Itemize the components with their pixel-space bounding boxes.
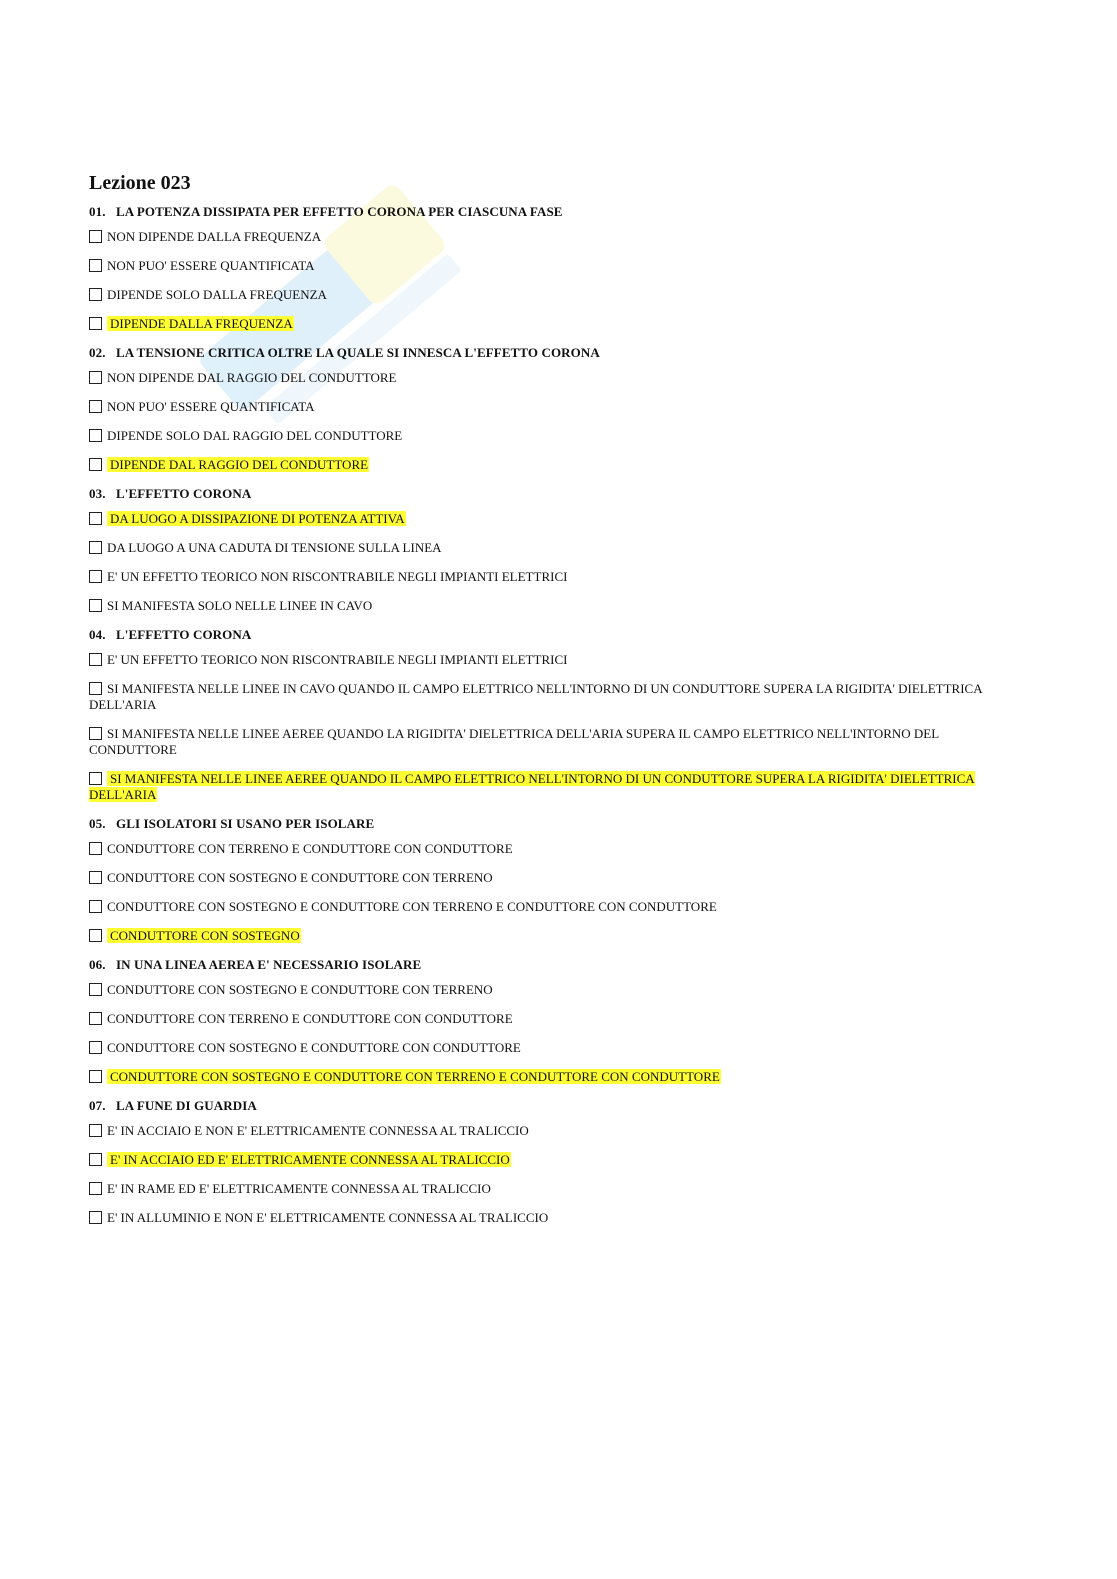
checkbox[interactable] (89, 1182, 102, 1195)
answer-option[interactable] (89, 1011, 1029, 1027)
answer-text: DIPENDE SOLO DALLA FREQUENZA (107, 287, 327, 302)
answer-text: CONDUTTORE CON SOSTEGNO E CONDUTTORE CON TERRENO (107, 982, 493, 997)
answer-text: CONDUTTORE CON SOSTEGNO E CONDUTTORE CON TERRENO E CONDUTTORE CON CONDUTTORE (107, 1069, 721, 1084)
question-heading (89, 627, 1029, 643)
answer-option[interactable] (89, 870, 1029, 886)
checkbox[interactable] (89, 929, 102, 942)
answer-option[interactable] (89, 540, 1029, 556)
checkbox[interactable] (89, 1124, 102, 1137)
question-heading (89, 957, 1029, 973)
answer-text: E' UN EFFETTO TEORICO NON RISCONTRABILE NEGLI IMPIANTI ELETTRICI (107, 652, 568, 667)
answer-option[interactable] (89, 982, 1029, 998)
answer-text: CONDUTTORE CON TERRENO E CONDUTTORE CON CONDUTTORE (107, 1011, 513, 1026)
question-heading (89, 486, 1029, 502)
answer-option[interactable] (89, 569, 1029, 585)
answer-text: SI MANIFESTA SOLO NELLE LINEE IN CAVO (107, 598, 373, 613)
checkbox[interactable] (89, 1211, 102, 1224)
question-text: LA FUNE DI GUARDIA (116, 1098, 257, 1113)
question-text: IN UNA LINEA AEREA E' NECESSARIO ISOLARE (116, 957, 422, 972)
question-block (89, 345, 1029, 473)
answer-text: NON PUO' ESSERE QUANTIFICATA (107, 399, 315, 414)
answer-text: CONDUTTORE CON SOSTEGNO (107, 928, 301, 943)
question-heading (89, 345, 1029, 361)
answer-text: SI MANIFESTA NELLE LINEE AEREE QUANDO LA RIGIDITA' DIELETTRICA DELL'ARIA SUPERA IL CAMPO ELETTRICO NELL'INTORNO DEL CONDUTTORE (89, 726, 939, 757)
answer-text: CONDUTTORE CON SOSTEGNO E CONDUTTORE CON TERRENO (107, 870, 493, 885)
question-number: 06. (89, 957, 106, 972)
question-heading (89, 1098, 1029, 1114)
checkbox[interactable] (89, 1012, 102, 1025)
question-number: 01. (89, 204, 106, 219)
checkbox[interactable] (89, 259, 102, 272)
question-number: 07. (89, 1098, 106, 1113)
answer-text: E' IN ALLUMINIO E NON E' ELETTRICAMENTE CONNESSA AL TRALICCIO (107, 1210, 549, 1225)
checkbox[interactable] (89, 983, 102, 996)
answer-option[interactable] (89, 1181, 1029, 1197)
question-block (89, 204, 1029, 332)
answer-option[interactable] (89, 1123, 1029, 1139)
answer-option[interactable] (89, 1210, 1029, 1226)
question-text: LA TENSIONE CRITICA OLTRE LA QUALE SI INNESCA L'EFFETTO CORONA (116, 345, 600, 360)
answer-option[interactable] (89, 598, 1029, 614)
question-number: 05. (89, 816, 106, 831)
answer-option[interactable] (89, 258, 1029, 274)
answer-text: NON DIPENDE DAL RAGGIO DEL CONDUTTORE (107, 370, 397, 385)
question-number: 04. (89, 627, 106, 642)
answer-option[interactable] (89, 287, 1029, 303)
answer-text: E' UN EFFETTO TEORICO NON RISCONTRABILE NEGLI IMPIANTI ELETTRICI (107, 569, 568, 584)
question-heading (89, 204, 1029, 220)
answer-text: DA LUOGO A DISSIPAZIONE DI POTENZA ATTIVA (107, 511, 406, 526)
question-text: GLI ISOLATORI SI USANO PER ISOLARE (116, 816, 375, 831)
answer-text: NON DIPENDE DALLA FREQUENZA (107, 229, 322, 244)
answer-option-correct[interactable] (89, 1152, 1029, 1168)
answer-option[interactable] (89, 229, 1029, 245)
answer-option[interactable] (89, 899, 1029, 915)
answer-text: CONDUTTORE CON SOSTEGNO E CONDUTTORE CON CONDUTTORE (107, 1040, 521, 1055)
checkbox[interactable] (89, 429, 102, 442)
answer-text: E' IN ACCIAIO E NON E' ELETTRICAMENTE CONNESSA AL TRALICCIO (107, 1123, 529, 1138)
question-text: L'EFFETTO CORONA (116, 486, 252, 501)
checkbox[interactable] (89, 541, 102, 554)
question-number: 03. (89, 486, 106, 501)
answer-option[interactable] (89, 428, 1029, 444)
question-block (89, 486, 1029, 614)
checkbox[interactable] (89, 842, 102, 855)
question-heading (89, 816, 1029, 832)
checkbox[interactable] (89, 1153, 102, 1166)
question-list (89, 204, 1029, 1226)
question-block (89, 816, 1029, 944)
checkbox[interactable] (89, 727, 102, 740)
answer-text: SI MANIFESTA NELLE LINEE AEREE QUANDO IL CAMPO ELETTRICO NELL'INTORNO DI UN CONDUTTORE SUPERA LA RIGIDITA' DIELETTRICA DELL'ARIA (89, 771, 975, 802)
answer-option-correct[interactable] (89, 928, 1029, 944)
checkbox[interactable] (89, 1041, 102, 1054)
checkbox[interactable] (89, 512, 102, 525)
checkbox[interactable] (89, 570, 102, 583)
checkbox[interactable] (89, 871, 102, 884)
answer-text: DIPENDE SOLO DAL RAGGIO DEL CONDUTTORE (107, 428, 403, 443)
answer-text: CONDUTTORE CON TERRENO E CONDUTTORE CON CONDUTTORE (107, 841, 513, 856)
answer-option-correct[interactable] (89, 316, 1029, 332)
answer-text: E' IN ACCIAIO ED E' ELETTRICAMENTE CONNESSA AL TRALICCIO (107, 1152, 511, 1167)
checkbox[interactable] (89, 653, 102, 666)
checkbox[interactable] (89, 599, 102, 612)
answer-option[interactable] (89, 841, 1029, 857)
answer-text: DA LUOGO A UNA CADUTA DI TENSIONE SULLA LINEA (107, 540, 442, 555)
checkbox[interactable] (89, 371, 102, 384)
checkbox[interactable] (89, 400, 102, 413)
answer-option[interactable] (89, 681, 1029, 713)
checkbox[interactable] (89, 682, 102, 695)
question-number: 02. (89, 345, 106, 360)
checkbox[interactable] (89, 288, 102, 301)
question-block (89, 957, 1029, 1085)
answer-option[interactable] (89, 370, 1029, 386)
answer-option-correct[interactable] (89, 1069, 1029, 1085)
answer-option-correct[interactable] (89, 771, 1029, 803)
answer-option-correct[interactable] (89, 511, 1029, 527)
question-block (89, 627, 1029, 803)
lesson-title: Lezione 023 (89, 172, 191, 194)
answer-option[interactable] (89, 726, 1029, 758)
answer-option-correct[interactable] (89, 457, 1029, 473)
question-text: L'EFFETTO CORONA (116, 627, 252, 642)
question-block (89, 1098, 1029, 1226)
checkbox[interactable] (89, 772, 102, 785)
answer-option[interactable] (89, 399, 1029, 415)
question-text: LA POTENZA DISSIPATA PER EFFETTO CORONA PER CIASCUNA FASE (116, 204, 563, 219)
answer-text: DIPENDE DAL RAGGIO DEL CONDUTTORE (107, 457, 369, 472)
answer-text: E' IN RAME ED E' ELETTRICAMENTE CONNESSA AL TRALICCIO (107, 1181, 491, 1196)
checkbox[interactable] (89, 317, 102, 330)
document-page (89, 172, 1029, 1239)
answer-text: CONDUTTORE CON SOSTEGNO E CONDUTTORE CON TERRENO E CONDUTTORE CON CONDUTTORE (107, 899, 717, 914)
answer-text: DIPENDE DALLA FREQUENZA (107, 316, 294, 331)
answer-text: SI MANIFESTA NELLE LINEE IN CAVO QUANDO IL CAMPO ELETTRICO NELL'INTORNO DI UN CONDUTTORE SUPERA LA RIGIDITA' DIELETTRICA DELL'ARIA (89, 681, 982, 712)
answer-option[interactable] (89, 652, 1029, 668)
answer-option[interactable] (89, 1040, 1029, 1056)
checkbox[interactable] (89, 230, 102, 243)
checkbox[interactable] (89, 1070, 102, 1083)
answer-text: NON PUO' ESSERE QUANTIFICATA (107, 258, 315, 273)
checkbox[interactable] (89, 458, 102, 471)
checkbox[interactable] (89, 900, 102, 913)
